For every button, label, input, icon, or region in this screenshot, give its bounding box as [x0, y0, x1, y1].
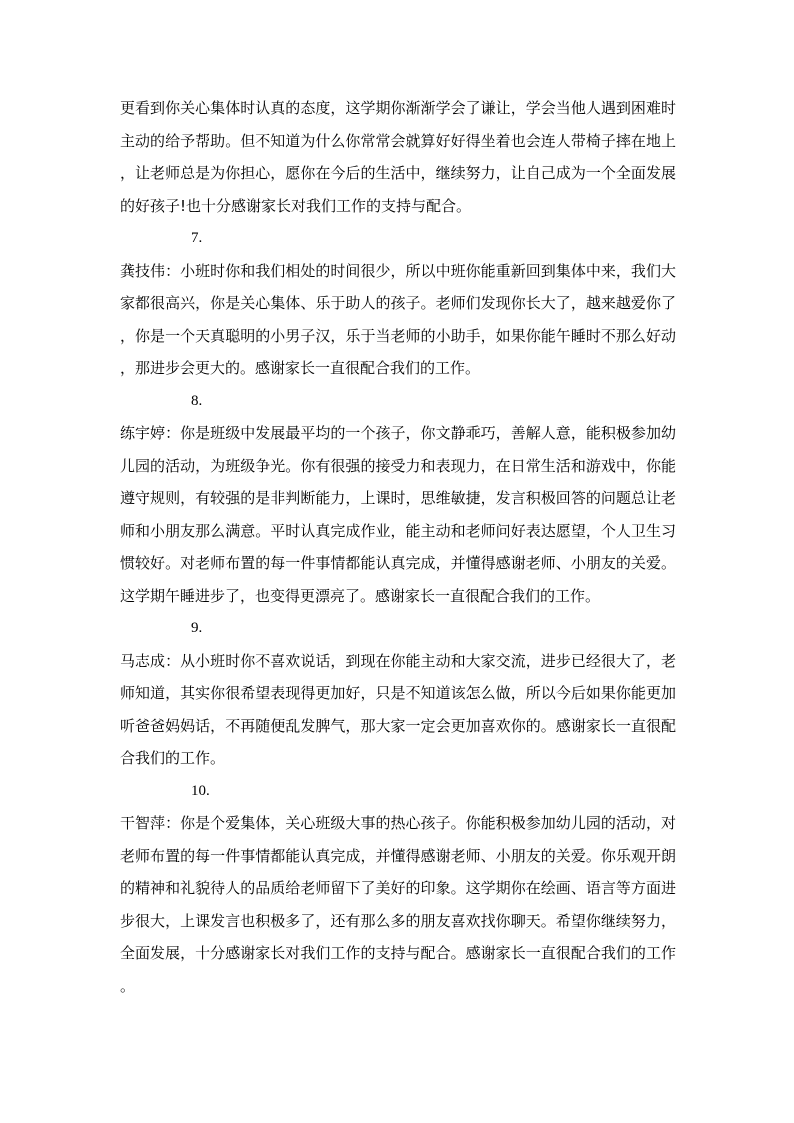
document-body — [120, 92, 676, 1002]
comment-text: 干智萍：你是个爱集体，关心班级大事的热心孩子。你能积极参加幼儿园的活动，对老师布置的每一件事情都能认真完成，并懂得感谢老师、小朋友的关爱。你乐观开朗的精神和礼貌待人的品质给老师留下了美好的印象。这学期你在绘画、语言等方面进步很大，上课发言也积极多了，还有那么多的朋友喜欢找你聊天。希望你继续努力，全面发展，十分感谢家长对我们工作的支持与配合。感谢家长一直很配合我们的工作。 — [120, 814, 676, 995]
comment-entry — [120, 222, 676, 385]
comment-entry — [120, 775, 676, 1003]
entry-number: 7. — [191, 230, 203, 246]
comment-text: 龚技伟：小班时你和我们相处的时间很少，所以中班你能重新回到集体中来，我们大家都很高兴，你是关心集体、乐于助人的孩子。老师们发现你长大了，越来越爱你了，你是一个天真聪明的小男子汉，乐于当老师的小助手，如果你能午睡时不那么好动，那进步会更大的。感谢家长一直很配合我们的工作。 — [120, 261, 676, 377]
comment-text: 练宇婷：你是班级中发展最平均的一个孩子，你文静乖巧，善解人意，能积极参加幼儿园的活动，为班级争光。你有很强的接受力和表现力，在日常生活和游戏中，你能遵守规则，有较强的是非判断能力，上课时，思维敏捷，发言积极回答的问题总让老师和小朋友那么满意。平时认真完成作业，能主动和老师问好表达愿望，个人卫生习惯较好。对老师布置的每一件事情都能认真完成，并懂得感谢老师、小朋友的关爱。这学期午睡进步了，也变得更漂亮了。感谢家长一直很配合我们的工作。 — [120, 424, 676, 605]
entry-number: 10. — [191, 782, 210, 799]
comment-entry — [120, 92, 676, 222]
comment-text: 马志成：从小班时你不喜欢说话，到现在你能主动和大家交流，进步已经很大了，老师知道，其实你很希望表现得更加好，只是不知道该怎么做，所以今后如果你能更加听爸爸妈妈话，不再随便乱发脾气，那大家一定会更加喜欢你的。感谢家长一直很配合我们的工作。 — [120, 651, 676, 767]
entry-number: 8. — [191, 392, 203, 409]
comment-entry — [120, 385, 676, 613]
entry-number: 9. — [191, 620, 203, 636]
comment-entry — [120, 612, 676, 775]
comment-text: 更看到你关心集体时认真的态度，这学期你渐渐学会了谦让，学会当他人遇到困难时主动的给予帮助。但不知道为什么你常常会就算好好得坐着也会连人带椅子摔在地上，让老师总是为你担心，愿你在今后的生活中，继续努力，让自己成为一个全面发展的好孩子!也十分感谢家长对我们工作的支持与配合。 — [120, 99, 676, 215]
